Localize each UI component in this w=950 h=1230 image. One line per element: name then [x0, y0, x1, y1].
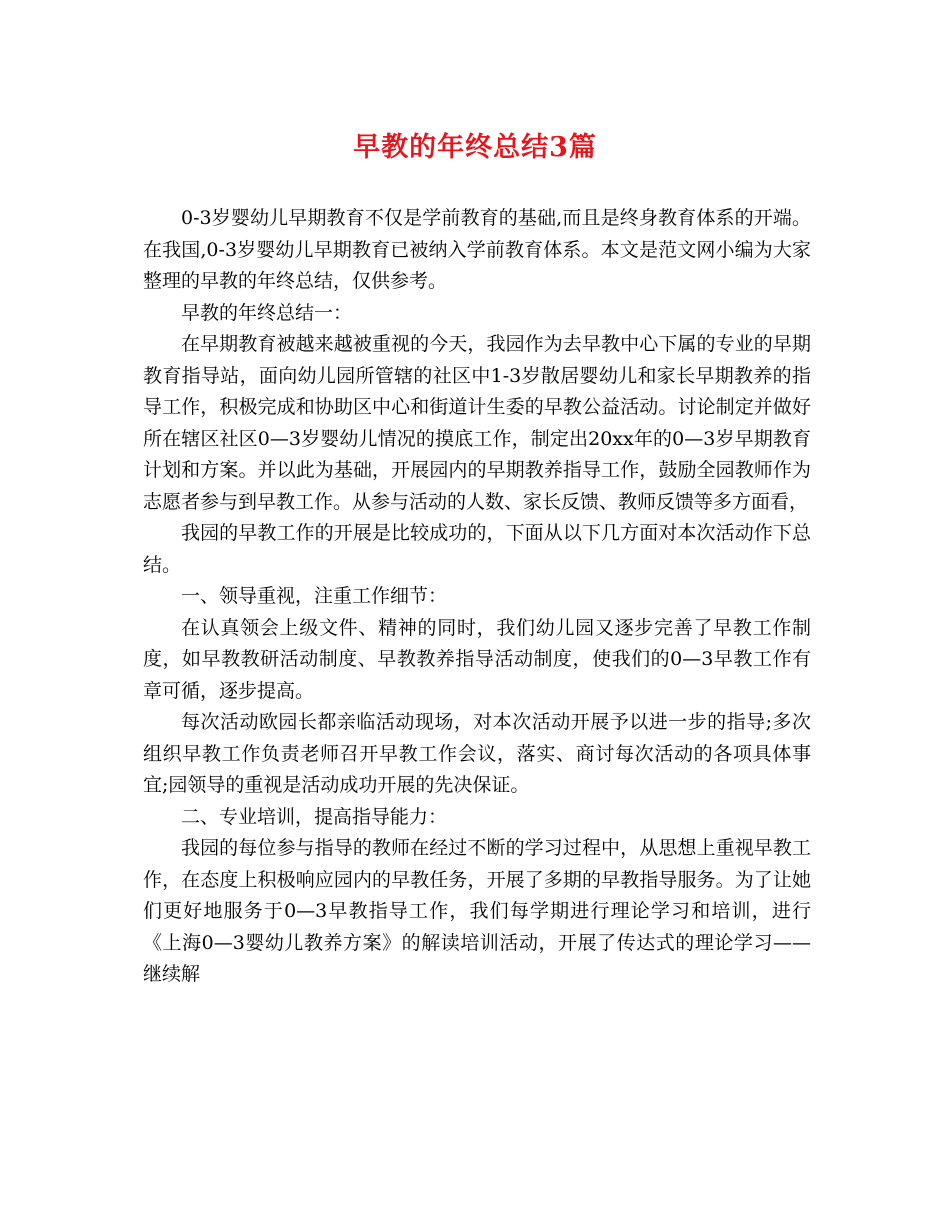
paragraph-summary-one: 在早期教育被越来越被重视的今天，我园作为去早教中心下属的专业的早期教育指导站，面向幼儿园所管辖的社区中1-3岁散居婴幼儿和家长早期教养的指导工作，积极完成和协助区中心和街道计生委的早教公益活动。讨论制定并做好所在辖区社区0—3岁婴幼儿情况的摸底工作，制定出20xx年的0—3岁早期教育计划和方案。并以此为基础，开展园内的早期教养指导工作，鼓励全园教师作为志愿者参与到早教工作。从参与活动的人数、家长反馈、教师反馈等多方面看，: [143, 333, 811, 513]
paragraph-training: 我园的每位参与指导的教师在经过不断的学习过程中，从思想上重视早教工作，在态度上积极响应园内的早教任务，开展了多期的早教指导服务。为了让她们更好地服务于0—3早教指导工作，我们每学期进行理论学习和培训，进行《上海0—3婴幼儿教养方案》的解读培训活动，开展了传达式的理论学习——继续解: [143, 837, 811, 985]
document-title: 早教的年终总结3篇: [353, 132, 597, 163]
paragraph-leadership-2: 每次活动欧园长都亲临活动现场，对本次活动开展予以进一步的指导;多次组织早教工作负责老师召开早教工作会议，落实、商讨每次活动的各项具体事宜;园领导的重视是活动成功开展的先决保证。: [143, 711, 811, 796]
section-heading-summary-one: 早教的年终总结一：: [181, 301, 353, 324]
paragraph-conclusion-intro: 我园的早教工作的开展是比较成功的，下面从以下几方面对本次活动作下总结。: [143, 522, 811, 576]
paragraph-intro: 0-3岁婴幼儿早期教育不仅是学前教育的基础,而且是终身教育体系的开端。在我国,0-3岁婴幼儿早期教育已被纳入学前教育体系。本文是范文网小编为大家整理的早教的年终总结，仅供参考。: [143, 207, 811, 292]
section-heading-training: 二、专业培训，提高指导能力：: [181, 805, 448, 828]
paragraph-leadership-1: 在认真领会上级文件、精神的同时，我们幼儿园又逐步完善了早教工作制度，如早教教研活动制度、早教教养指导活动制度，使我们的0—3早教工作有章可循，逐步提高。: [143, 616, 811, 702]
document-body: [143, 203, 811, 991]
section-heading-leadership: 一、领导重视，注重工作细节：: [181, 585, 448, 607]
